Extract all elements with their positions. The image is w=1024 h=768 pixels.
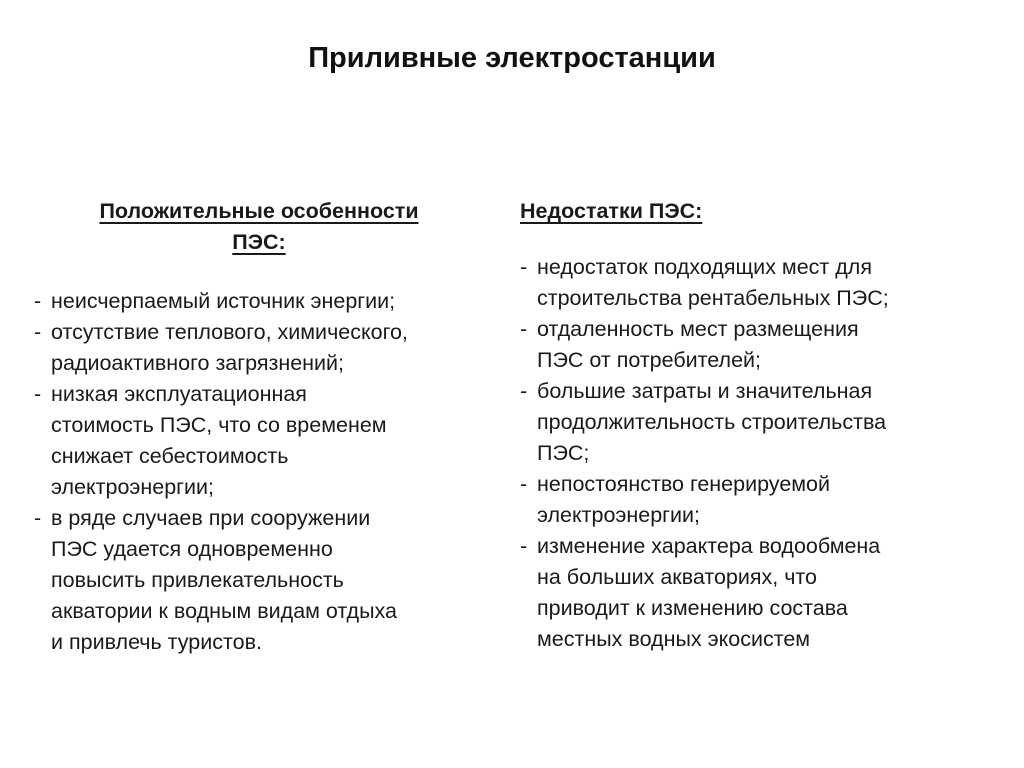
list-item	[520, 376, 990, 469]
disadvantages-heading: Недостатки ПЭС:	[520, 199, 703, 223]
list-item	[520, 531, 990, 655]
list-item	[34, 286, 504, 317]
dash-bullet: -	[520, 472, 528, 496]
list-item	[520, 314, 990, 376]
dash-bullet: -	[520, 317, 528, 341]
list-item-text: изменение характера водообмена на больших акваториях, что приводит к изменению состава местных водных экосистем	[537, 534, 881, 651]
dash-bullet: -	[34, 289, 42, 313]
dash-bullet: -	[34, 320, 42, 344]
list-item-text: недостаток подходящих мест для строительства рентабельных ПЭС;	[537, 255, 889, 310]
page-title: Приливные электростанции	[308, 42, 716, 74]
list-item-text: неисчерпаемый источник энергии;	[51, 289, 396, 313]
list-item-text: непостоянство генерируемой электроэнергии;	[537, 472, 831, 527]
dash-bullet: -	[520, 534, 528, 558]
list-item	[520, 469, 990, 531]
advantages-heading-line2: ПЭС:	[232, 230, 286, 254]
list-item-text: большие затраты и значительная продолжительность строительства ПЭС;	[537, 379, 887, 465]
list-item-text: отдаленность мест размещения ПЭС от потребителей;	[537, 317, 859, 372]
list-item	[520, 252, 990, 314]
advantages-column	[34, 196, 504, 658]
disadvantages-column	[520, 196, 990, 655]
dash-bullet: -	[34, 506, 42, 530]
dash-bullet: -	[34, 382, 42, 406]
dash-bullet: -	[520, 379, 528, 403]
advantages-heading	[34, 196, 484, 258]
advantages-heading-line1: Положительные особенности	[99, 199, 419, 223]
list-item	[34, 317, 504, 379]
dash-bullet: -	[520, 255, 528, 279]
list-item-text: отсутствие теплового, химического, радиоактивного загрязнений;	[51, 320, 408, 375]
list-item-text: в ряде случаев при сооружении ПЭС удается одновременно повысить привлекательность акватории к водным видам отдыха и привлечь туристов.	[51, 506, 397, 654]
advantages-list	[34, 286, 504, 658]
list-item-text: низкая эксплуатационная стоимость ПЭС, что со временем снижает себестоимость электроэнергии;	[51, 382, 387, 499]
disadvantages-list	[520, 252, 990, 655]
list-item	[34, 379, 504, 503]
list-item	[34, 503, 504, 658]
